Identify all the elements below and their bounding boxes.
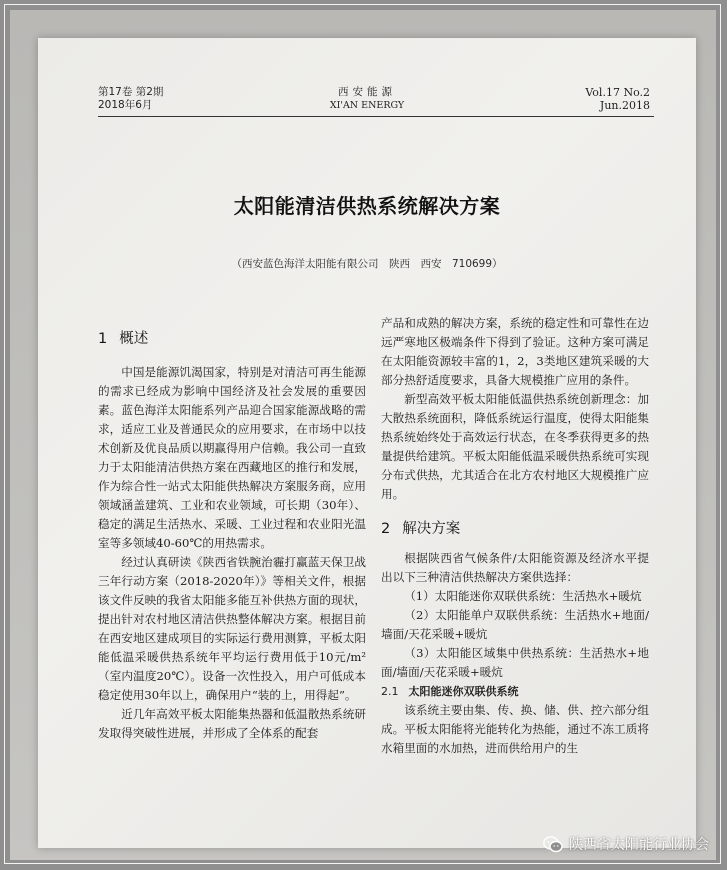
header-right [585,86,650,112]
watermark-text: 陕西省太阳能行业协会 [569,837,709,853]
paragraph: 产品和成熟的解决方案，系统的稳定性和可靠性在边远严寒地区极端条件下得到了验证。这种方案可满足在太阳能资源较丰富的1，2，3类地区建筑采暖的大部分热舒适度要求，具备大规模推广应用的条件。 [381,316,649,387]
article-title: 太阳能清洁供热系统解决方案 [233,194,501,218]
subsection-title: 太阳能迷你双联供系统 [408,685,519,698]
paragraph: 中国是能源饥渴国家，特别是对清洁可再生能源的需求已经成为影响中国经济及社会发展的重要因素。蓝色海洋太阳能系列产品迎合国家能源战略的需求，适应工业及普通民众的应用要求，在市场中以技术创新及优良品质以期赢得用户信赖。我公司一直致力于太阳能清洁供热方案在西藏地区的推行和发展，作为综合性一站式太阳能供热解决方案服务商，应用领域涵盖建筑、工业和农业领域，可长期（30年）、稳定的满足生活热水、采暖、工业过程和农业阳光温室等多领域40-60℃的用热需求。 [98,365,366,550]
wechat-icon [543,836,563,853]
paragraph: 根据陕西省气候条件/太阳能资源及经济水平提出以下三种清洁供热解决方案供选择： [381,551,649,584]
list-item: （1）太阳能迷你双联供系统：生活热水+暖炕 [404,589,642,603]
paragraph: 该系统主要由集、传、换、储、供、控六部分组成。平板太阳能将光能转化为热能，通过不冻工质将水箱里面的水加热，进而供给用户的生 [381,703,649,755]
paragraph: 经过认真研读《陕西省铁腕治霾打赢蓝天保卫战三年行动方案（2018-2020年）》等相关文件，根据该文件反映的我省太阳能多能互补供热方面的现状，提出针对农村地区清洁供热整体解决方案。根据目前在西安地区建成项目的实际运行费用测算，平板太阳能低温采暖供热系统年平均运行费用低于10元/m²（室内温度20℃）。设备一次性投入，用户可低成本稳定使用30年以上，确保用户“装的上，用得起”。 [98,555,366,702]
section-number: 1 [98,331,108,347]
list-item: （3）太阳能区域集中供热系统：生活热水+地面/墙面/天花采暖+暖炕 [381,646,649,679]
article-affiliation: （西安蓝色海洋太阳能有限公司 陕西 西安 710699） [231,258,503,270]
journal-name-cn: 西安能源 [338,86,396,98]
subsection-heading [381,682,649,701]
header-rule [98,116,654,117]
right-column [381,314,649,758]
photo-background [10,10,716,860]
paragraph: 近几年高效平板太阳能集热器和低温散热系统研发取得突破性进展，并形成了全体系的配套 [98,707,366,740]
left-column [98,330,366,743]
journal-page [38,38,696,848]
paragraph: 新型高效平板太阳能低温供热系统创新理念：加大散热系统面积，降低系统运行温度，使得太阳能集热系统始终处于高效运行状态，在冬季获得更多的热量提供给建筑。平板太阳能低温采暖供热系统可实现分布式供热，尤其适合在北方农村地区大规模推广应用。 [381,392,649,501]
list-item: （2）太阳能单户双联供系统：生活热水+地面/墙面/天花采暖+暖炕 [381,608,649,641]
subsection-number: 2.1 [381,685,399,698]
watermark [543,834,709,854]
header-volume-cn: 第17卷 第2期 [98,86,164,98]
section-heading-1 [98,330,366,349]
header-volume-en: Vol.17 No.2 [585,86,650,99]
journal-name-en: XI'AN ENERGY [329,100,405,111]
section-title: 概述 [119,331,149,347]
section-number: 2 [381,521,391,537]
header-date-en: Jun.2018 [599,99,650,112]
section-title: 解决方案 [402,521,461,537]
header-date-cn: 2018年6月 [98,99,153,111]
section-heading-2 [381,520,649,539]
